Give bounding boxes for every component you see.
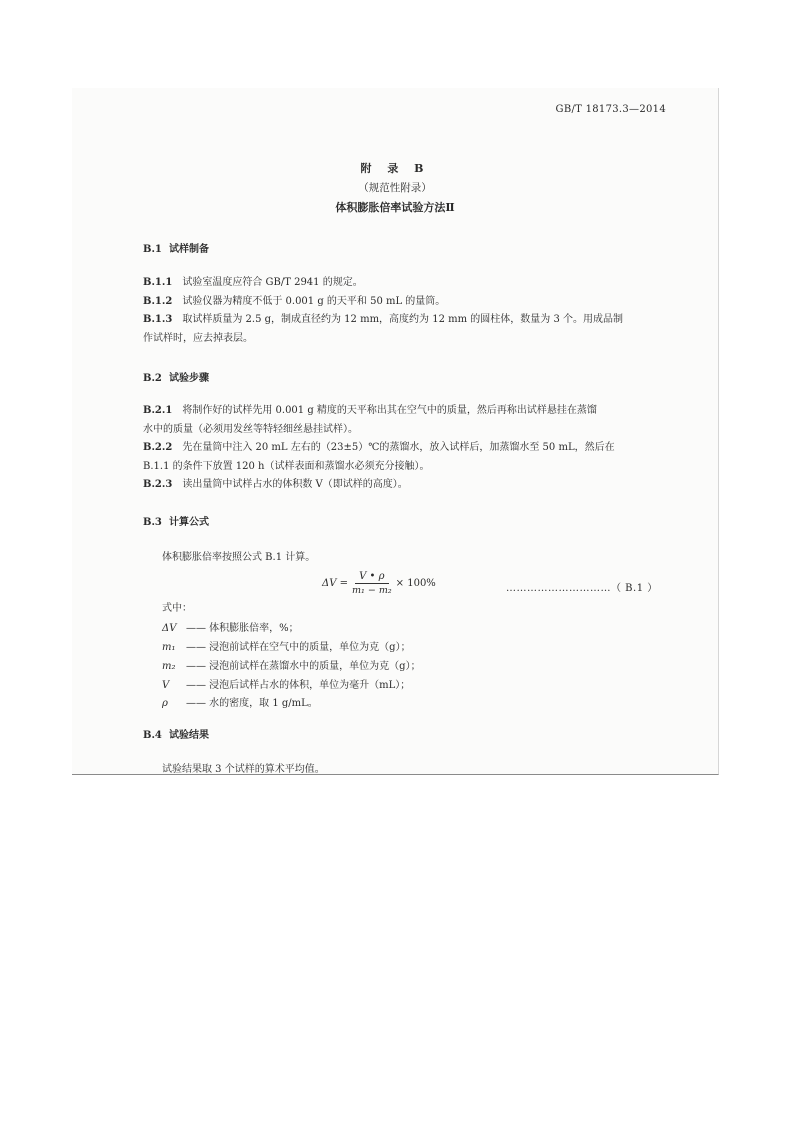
annex-nature: （规范性附录） bbox=[358, 182, 432, 194]
variable-row: m₁ —— 浸泡前试样在空气中的质量，单位为克（g）； bbox=[162, 642, 411, 653]
section-b1-heading: B.1 试样制备 bbox=[143, 244, 209, 255]
formula-fraction bbox=[352, 570, 392, 597]
clause-b2-3: B.2.3 读出量筒中试样占水的体积数 V（即试样的高度）。 bbox=[143, 479, 408, 490]
formula-numerator: V • ρ bbox=[355, 570, 388, 584]
section-b3-heading: B.3 计算公式 bbox=[143, 517, 209, 528]
clause-b2-1: B.2.1 将制作好的试样先用 0.001 g 精度的天平称出其在空气中的质量，然后再称出试样悬挂在蒸馏 水中的质量（必须用发丝等特轻细丝悬挂试样）。 bbox=[143, 405, 597, 435]
scanned-page bbox=[72, 88, 719, 775]
variable-row: m₂ —— 浸泡前试样在蒸馏水中的质量，单位为克（g）； bbox=[162, 661, 421, 672]
clause-b2-2: B.2.2 先在量筒中注入 20 mL 左右的（23±5）℃的蒸馏水，放入试样后，加蒸馏水至 50 mL，然后在 B.1.1 的条件下放置 120 h（试样表面和蒸馏水必须充分接触）。 bbox=[143, 442, 615, 472]
formula-intro: 体积膨胀倍率按照公式 B.1 计算。 bbox=[162, 552, 316, 563]
annex-title: 附 录 B bbox=[360, 162, 430, 175]
variable-row: ρ —— 水的密度，取 1 g/mL。 bbox=[162, 698, 318, 709]
standard-number: GB/T 18173.3—2014 bbox=[555, 104, 666, 115]
variable-row: ΔV —— 体积膨胀倍率，%； bbox=[162, 623, 299, 634]
clause-b1-2: B.1.2 试验仪器为精度不低于 0.001 g 的天平和 50 mL 的量筒。 bbox=[143, 296, 446, 307]
variable-row: V —— 浸泡后试样占水的体积，单位为毫升（mL）； bbox=[162, 680, 411, 691]
annex-name: 体积膨胀倍率试验方法Ⅱ bbox=[335, 201, 455, 214]
section-b4-heading: B.4 试验结果 bbox=[143, 730, 209, 741]
section-b2-heading: B.2 试验步骤 bbox=[143, 373, 209, 384]
formula-lhs: ΔV = bbox=[322, 578, 349, 589]
formula-b1 bbox=[322, 570, 436, 597]
formula-rhs: × 100% bbox=[395, 578, 436, 589]
formula-denominator: m₁ − m₂ bbox=[352, 585, 392, 596]
clause-b1-3: B.1.3 取试样质量为 2.5 g，制成直径约为 12 mm，高度约为 12 mm 的圆柱体，数量为 3 个。用成品制 作试样时，应去掉表层。 bbox=[143, 314, 623, 344]
clause-b1-1: B.1.1 试验室温度应符合 GB/T 2941 的规定。 bbox=[143, 277, 363, 288]
where-label: 式中： bbox=[162, 603, 192, 614]
equation-number: …………………………（ B.1 ） bbox=[506, 583, 658, 594]
result-text: 试验结果取 3 个试样的算术平均值。 bbox=[162, 764, 325, 775]
